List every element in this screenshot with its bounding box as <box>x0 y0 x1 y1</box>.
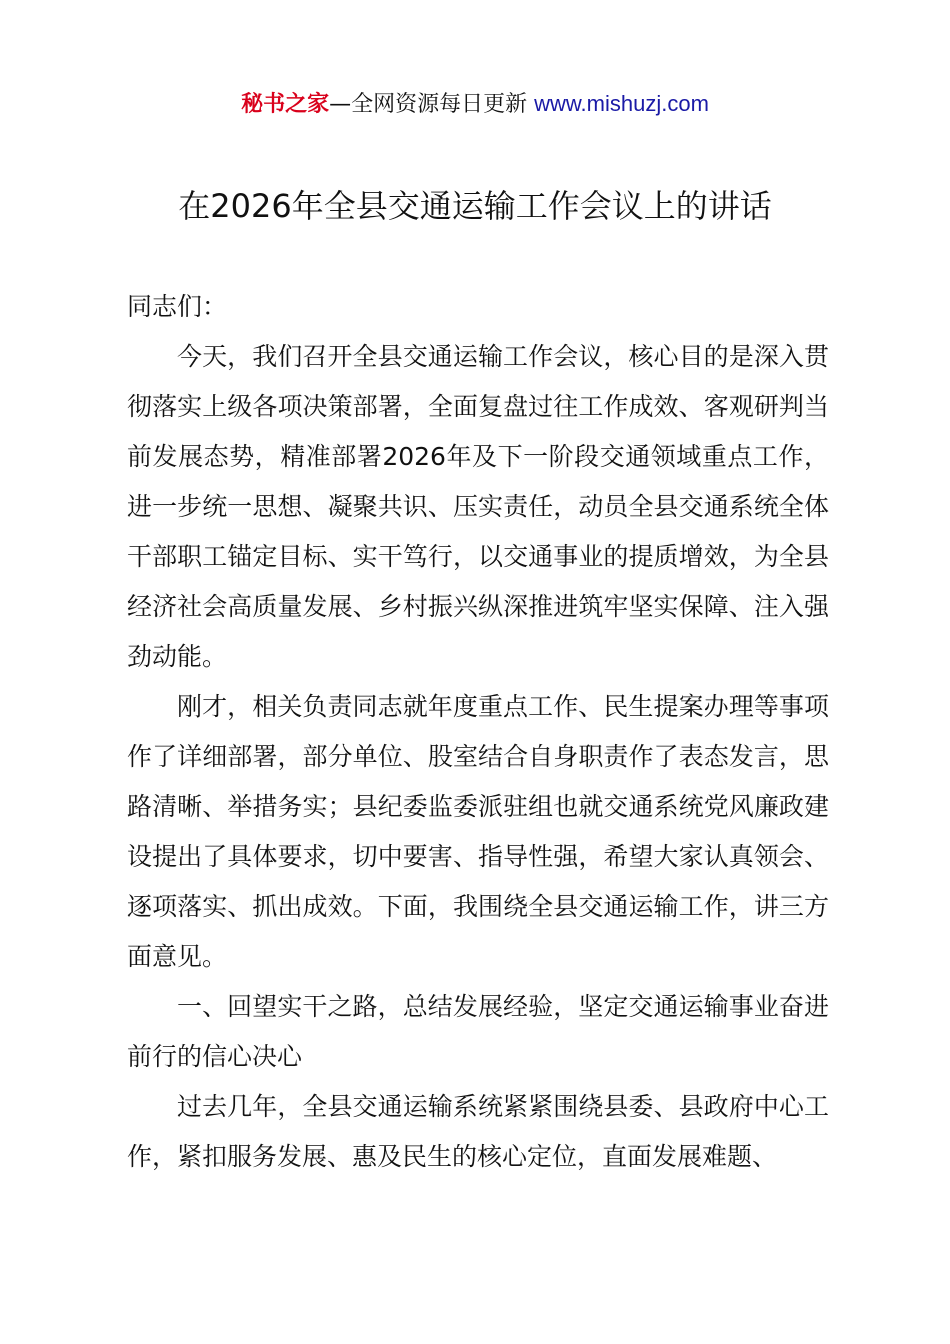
body-paragraph: 今天，我们召开全县交通运输工作会议，核心目的是深入贯彻落实上级各项决策部署，全面复盘过往工作成效、客观研判当前发展态势，精准部署2026年及下一阶段交通领域重点工作，进一步统一思想、凝聚共识、压实责任，动员全县交通系统全体干部职工锚定目标、实干笃行，以交通事业的提质增效，为全县经济社会高质量发展、乡村振兴纵深推进筑牢坚实保障、注入强劲动能。 <box>127 342 829 671</box>
document-title: 在2026年全县交通运输工作会议上的讲话 <box>178 187 772 225</box>
salutation: 同志们： <box>127 292 228 321</box>
document-body <box>127 282 829 1182</box>
section-heading: 一、回望实干之路，总结发展经验，坚定交通运输事业奋进前行的信心决心 <box>127 992 829 1071</box>
site-brand: 秘书之家 <box>241 92 330 117</box>
site-header <box>0 88 950 121</box>
body-paragraph: 过去几年，全县交通运输系统紧紧围绕县委、县政府中心工作，紧扣服务发展、惠及民生的核心定位，直面发展难题、 <box>127 1092 829 1171</box>
site-url-link[interactable]: www.mishuzj.com <box>534 91 709 116</box>
body-paragraph: 刚才，相关负责同志就年度重点工作、民生提案办理等事项作了详细部署，部分单位、股室结合自身职责作了表态发言，思路清晰、举措务实；县纪委监委派驻组也就交通系统党风廉政建设提出了具体要求，切中要害、指导性强，希望大家认真领会、逐项落实、抓出成效。下面，我围绕全县交通运输工作，讲三方面意见。 <box>127 692 829 971</box>
site-tagline: —全网资源每日更新 <box>329 92 535 117</box>
